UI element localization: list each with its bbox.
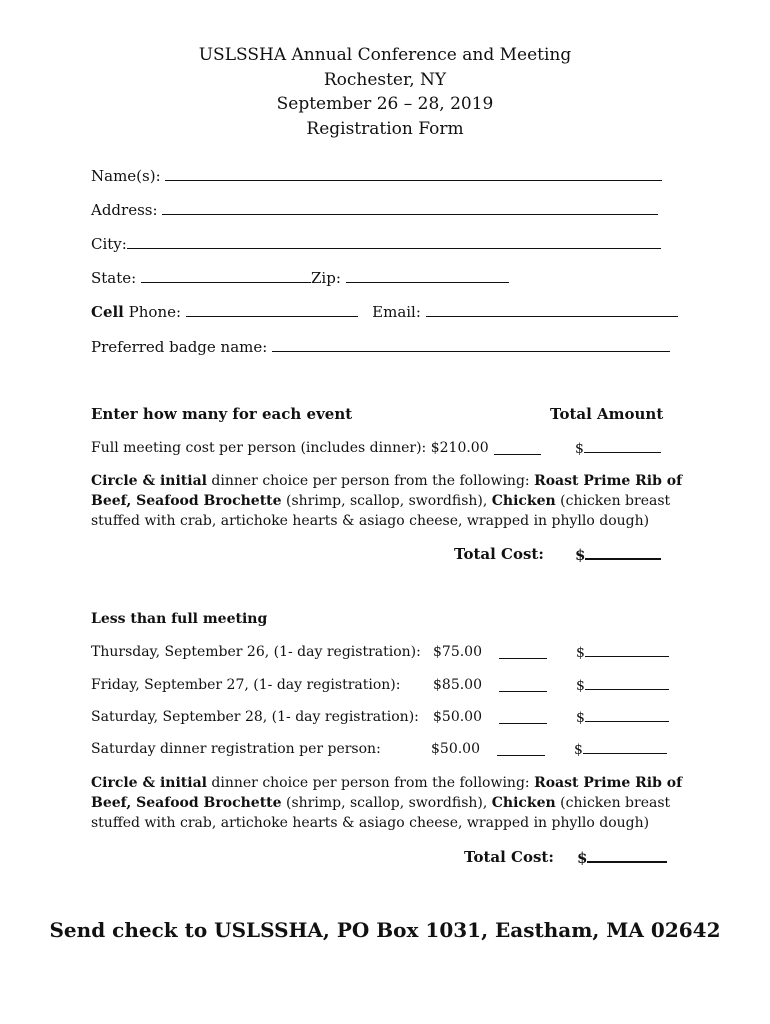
city-label: City: <box>91 235 127 253</box>
friday-amount-line[interactable] <box>585 676 669 690</box>
dinner-choice-paragraph-1 <box>91 471 691 531</box>
saturday-dinner-dollar: $ <box>574 742 583 758</box>
full-meeting-qty-line[interactable] <box>494 441 541 455</box>
badge-input-line[interactable] <box>272 337 670 352</box>
seafood-detail-2: (shrimp, scallop, swordfish), <box>281 795 492 811</box>
total-cost-label-1: Total Cost: <box>454 545 544 563</box>
full-meeting-amount-line[interactable] <box>584 439 661 453</box>
thursday-dollar: $ <box>576 645 585 661</box>
saturday-dinner-price: $50.00 <box>431 741 480 757</box>
title-line-2: Rochester, NY <box>323 70 447 90</box>
saturday-amount-line[interactable] <box>585 708 669 722</box>
roast-seafood-1: Roast Prime Rib of Beef, Seafood Brochette <box>91 473 683 509</box>
cell-label-bold: Cell <box>91 303 124 321</box>
total-cost-amount-2 <box>577 848 667 867</box>
address-row <box>91 200 658 219</box>
dinner-text-2: dinner choice per person from the following: <box>206 775 535 791</box>
total-cost-amount-1 <box>575 545 661 564</box>
full-meeting-row <box>91 439 489 457</box>
dinner-text-1: dinner choice per person from the following: <box>206 473 535 489</box>
thursday-price: $75.00 <box>433 644 482 660</box>
badge-row <box>91 337 670 356</box>
saturday-dinner-qty-line[interactable] <box>497 742 545 756</box>
state-input-line[interactable] <box>141 268 311 283</box>
saturday-dinner-amount <box>574 740 667 759</box>
phone-email-row <box>91 302 678 321</box>
partial-heading: Less than full meeting <box>91 611 268 627</box>
chicken-detail-2: (chicken breast stuffed with crab, artichoke hearts & asiago cheese, wrapped in phyllo dough) <box>91 795 671 831</box>
thursday-amount <box>576 643 669 662</box>
email-label: Email: <box>372 303 421 321</box>
names-label: Name(s): <box>91 167 161 185</box>
total-amount-heading: Total Amount <box>550 405 664 423</box>
city-input-line[interactable] <box>127 234 661 249</box>
seafood-detail-1: (shrimp, scallop, swordfish), <box>281 493 492 509</box>
full-meeting-price: $210.00 <box>430 440 489 456</box>
total-cost-label-2: Total Cost: <box>464 848 554 866</box>
friday-qty-line[interactable] <box>499 678 547 692</box>
state-zip-row <box>91 268 509 287</box>
phone-input-line[interactable] <box>186 302 358 317</box>
send-check-instruction: Send check to USLSSHA, PO Box 1031, Eastham, MA 02642 <box>49 918 721 942</box>
phone-label: Phone: <box>123 303 182 321</box>
thursday-label: Thursday, September 26, (1- day registration): <box>91 644 421 660</box>
dinner-choice-paragraph-2 <box>91 773 691 833</box>
chicken-1: Chicken <box>491 493 556 509</box>
saturday-dollar: $ <box>576 710 585 726</box>
saturday-dinner-amount-line[interactable] <box>583 740 667 754</box>
full-meeting-label: Full meeting cost per person (includes dinner): <box>91 440 427 456</box>
thursday-amount-line[interactable] <box>585 643 669 657</box>
total-cost-line-1[interactable] <box>585 545 661 560</box>
address-label: Address: <box>91 201 158 219</box>
zip-input-line[interactable] <box>346 268 509 283</box>
email-input-line[interactable] <box>426 302 678 317</box>
saturday-label: Saturday, September 28, (1- day registration): <box>91 709 419 725</box>
friday-amount <box>576 676 669 695</box>
saturday-price: $50.00 <box>433 709 482 725</box>
friday-label: Friday, September 27, (1- day registration): <box>91 677 401 693</box>
circle-initial-2: Circle & initial <box>91 775 207 791</box>
circle-initial-1: Circle & initial <box>91 473 207 489</box>
zip-label: Zip: <box>311 269 341 287</box>
full-meeting-amount <box>575 439 661 458</box>
roast-seafood-2: Roast Prime Rib of Beef, Seafood Brochette <box>91 775 683 811</box>
title-line-3: September 26 – 28, 2019 <box>276 94 494 114</box>
total-cost-line-2[interactable] <box>587 848 667 863</box>
title-line-1: USLSSHA Annual Conference and Meeting <box>198 45 572 65</box>
address-input-line[interactable] <box>162 200 658 215</box>
total-cost-dollar-2: $ <box>577 849 588 867</box>
full-meeting-dollar: $ <box>575 441 584 457</box>
names-input-line[interactable] <box>165 166 662 181</box>
chicken-detail-1: (chicken breast stuffed with crab, artichoke hearts & asiago cheese, wrapped in phyllo dough) <box>91 493 671 529</box>
events-heading: Enter how many for each event <box>91 405 353 423</box>
title-line-4: Registration Form <box>306 119 464 139</box>
thursday-qty-line[interactable] <box>499 645 547 659</box>
saturday-dinner-label: Saturday dinner registration per person: <box>91 741 381 757</box>
saturday-qty-line[interactable] <box>499 710 547 724</box>
city-row <box>91 234 661 253</box>
friday-price: $85.00 <box>433 677 482 693</box>
total-cost-dollar-1: $ <box>575 546 586 564</box>
names-row <box>91 166 662 185</box>
chicken-2: Chicken <box>491 795 556 811</box>
state-label: State: <box>91 269 137 287</box>
badge-label: Preferred badge name: <box>91 338 268 356</box>
friday-dollar: $ <box>576 678 585 694</box>
saturday-amount <box>576 708 669 727</box>
